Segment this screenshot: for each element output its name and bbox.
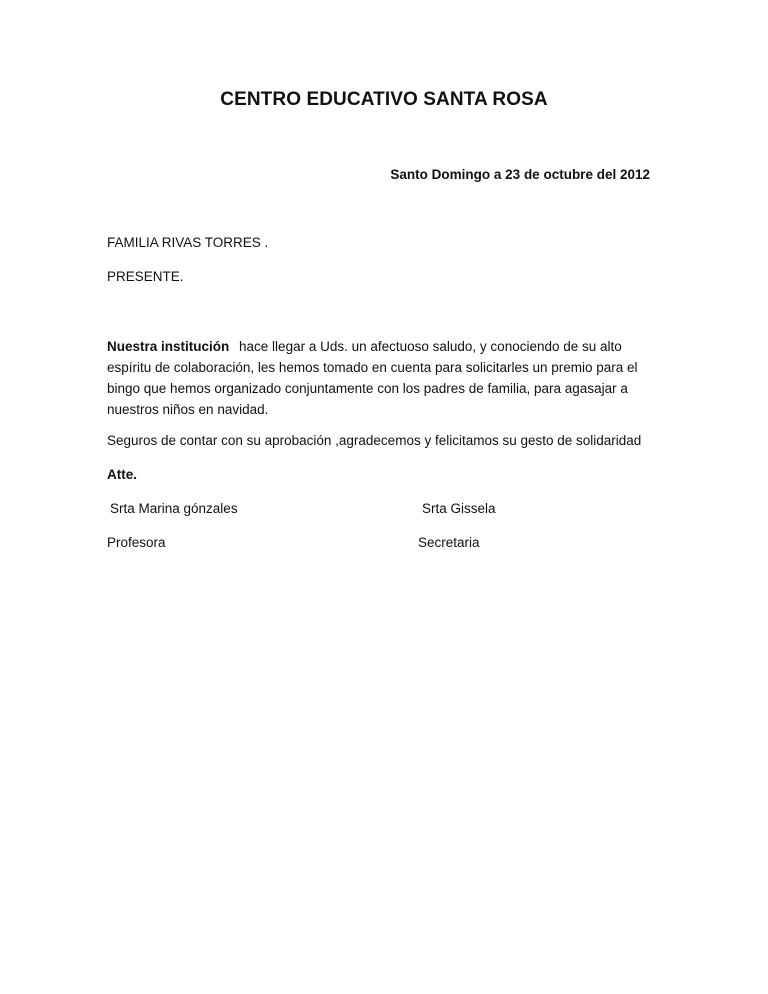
signatory-name-2: Srta Gissela — [422, 501, 496, 516]
body-paragraph — [107, 336, 652, 420]
sign-off: Atte. — [107, 467, 137, 482]
greeting-line: PRESENTE. — [107, 269, 184, 284]
signatory-role-2: Secretaria — [418, 535, 480, 550]
recipient-line: FAMILIA RIVAS TORRES . — [107, 235, 269, 250]
date-line: Santo Domingo a 23 de octubre del 2012 — [390, 167, 650, 182]
page-title: CENTRO EDUCATIVO SANTA ROSA — [220, 89, 548, 110]
signatory-name-1: Srta Marina gónzales — [110, 501, 238, 516]
body-lead: Nuestra institución — [107, 339, 230, 354]
body-text: hace llegar a Uds. un afectuoso saludo, y conociendo de su alto espíritu de colaboración, les hemos tomado en cuenta para solicitarles un premio para el bingo que hemos organizado conjuntamente con los padres de familia, para agasajar a nuestros niños en navidad. — [107, 339, 638, 417]
signatory-role-1: Profesora — [107, 535, 166, 550]
closing-text: Seguros de contar con su aprobación ,agradecemos y felicitamos su gesto de solidaridad — [107, 433, 642, 448]
